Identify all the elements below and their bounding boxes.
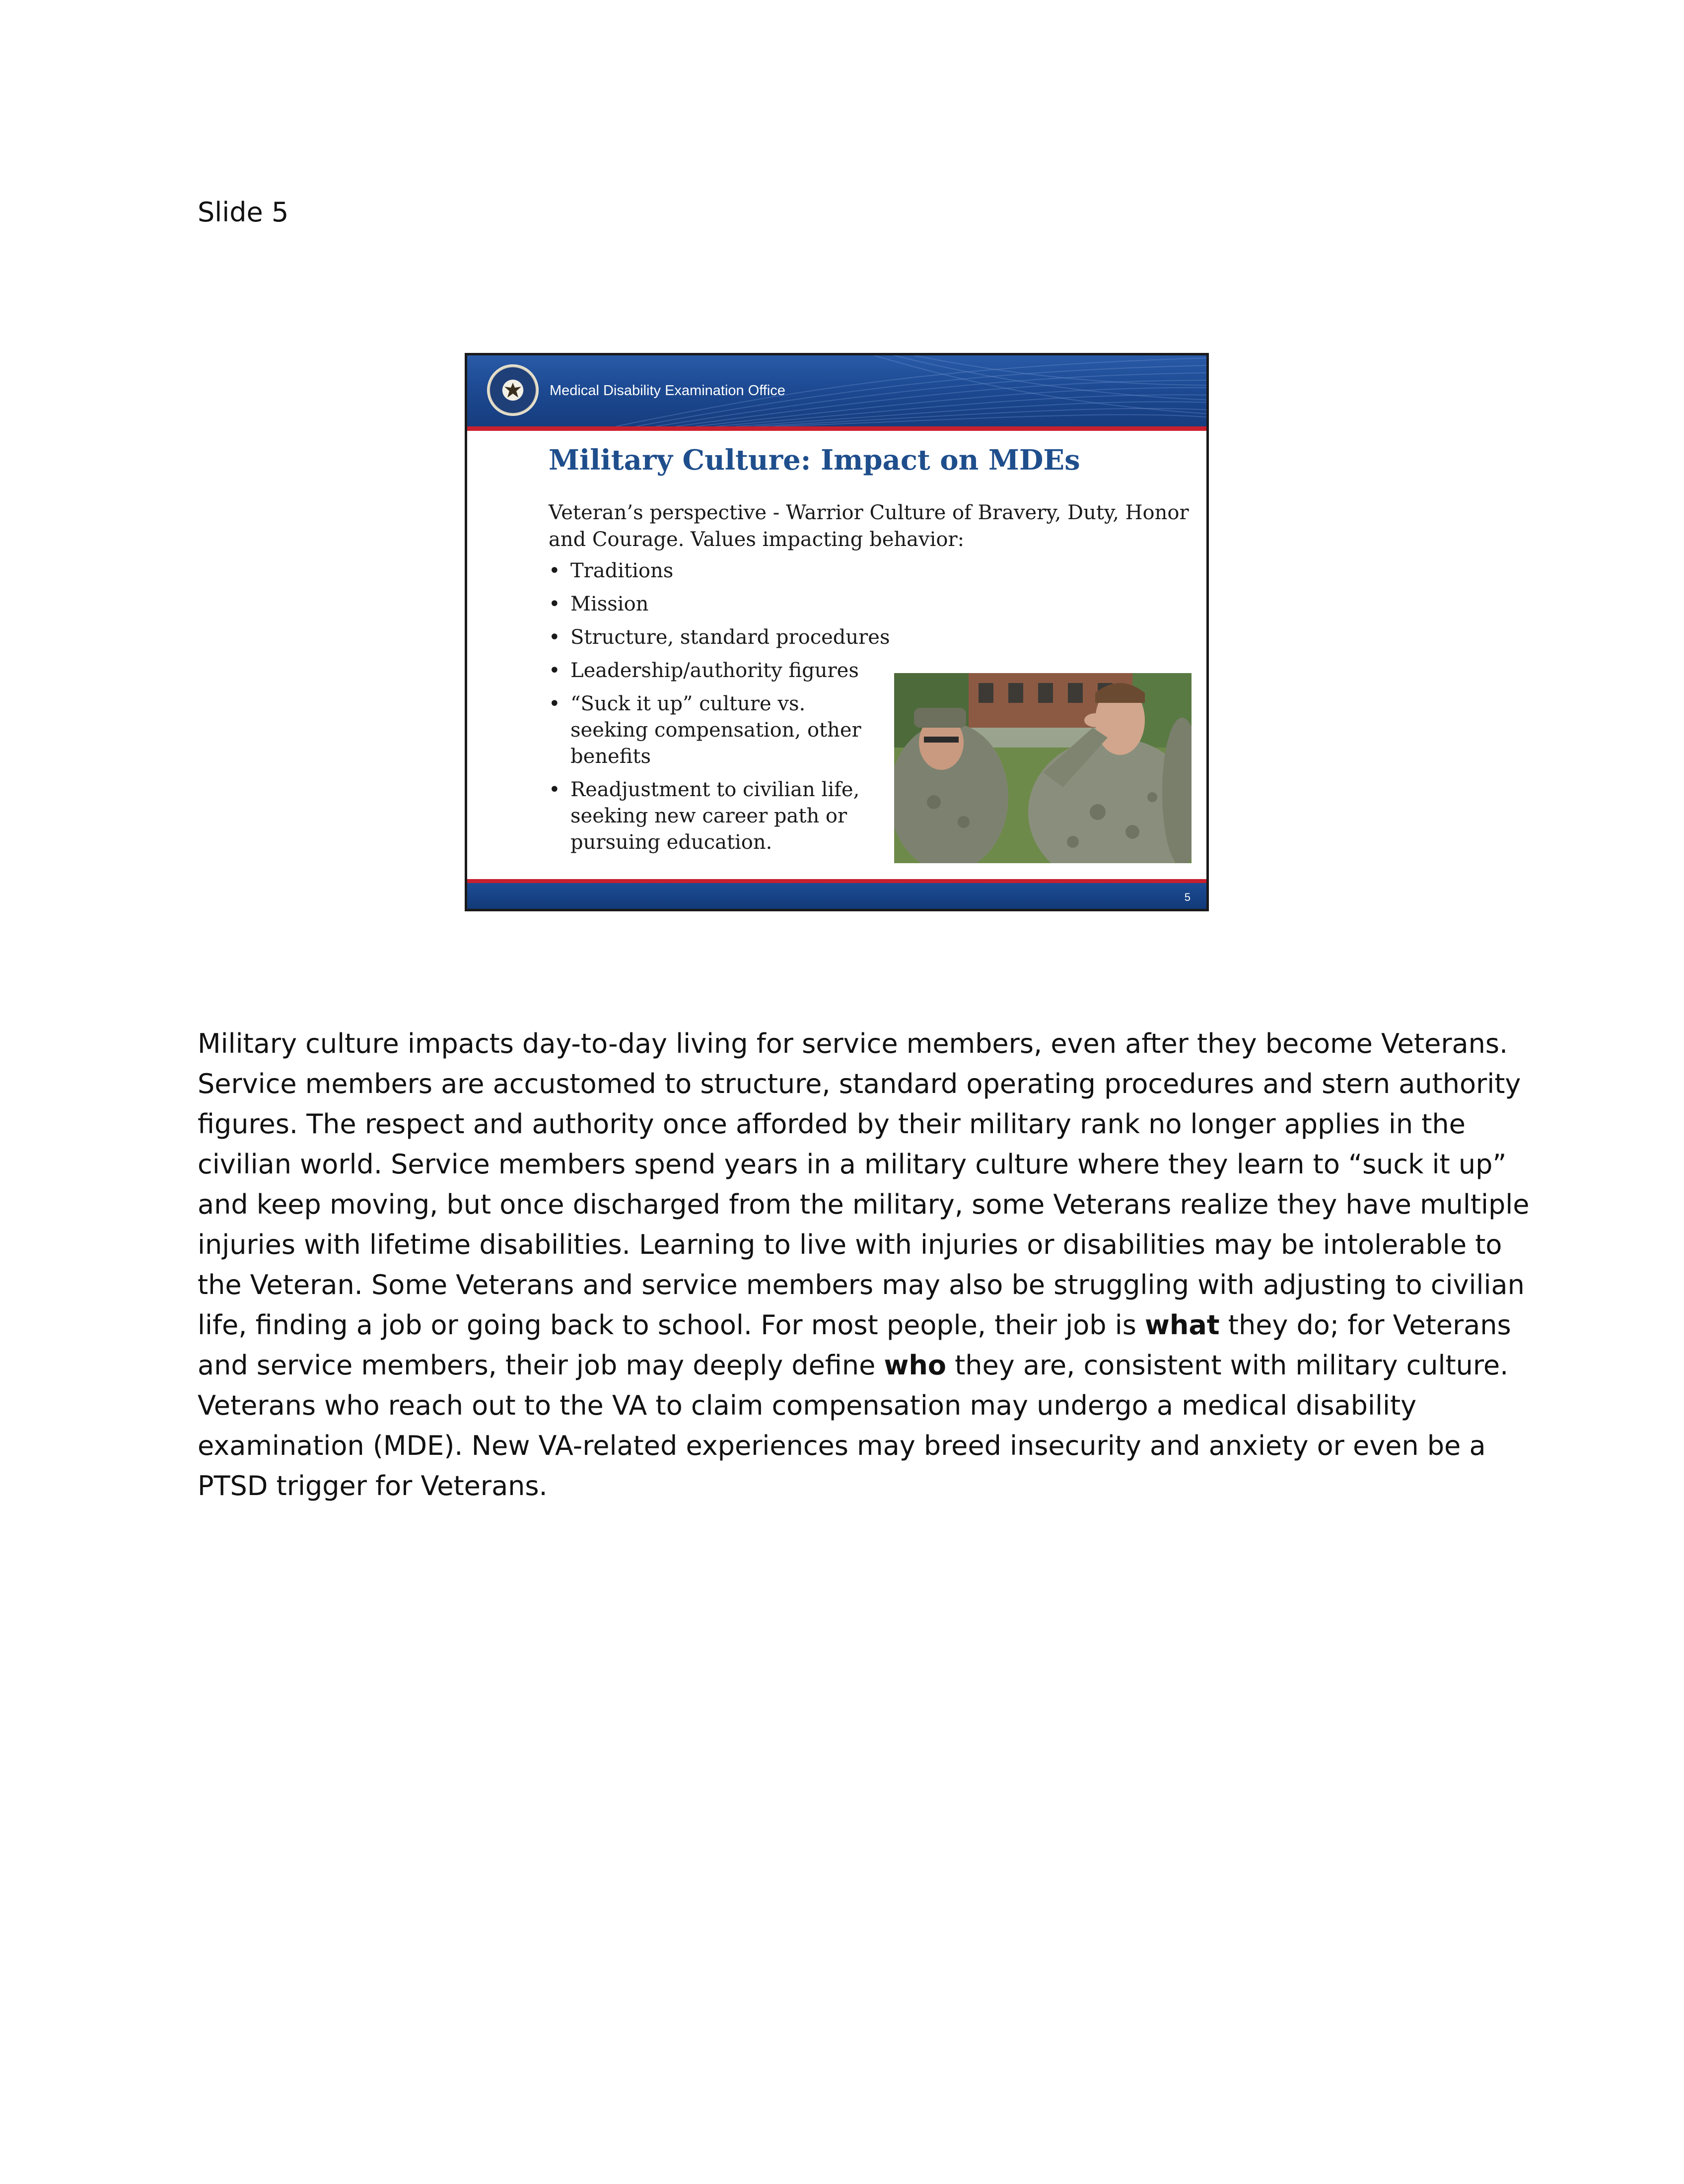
va-seal-icon [487,364,539,416]
bullet-text: Readjustment to civilian life, seeking new career path or pursuing education. [570,778,860,854]
header-red-stripe [467,426,1206,431]
slide-footer [467,883,1206,909]
slide-title: Military Culture: Impact on MDEs [549,444,1080,477]
bullet-icon: • [549,593,561,615]
list-item [549,777,878,856]
notes-text: Military culture impacts day-to-day living for service members, even after they become Veterans. Service members are accustomed to structure, standard operating procedures and stern authority figures. The respect and authority once afforded by their military rank no longer applies in the civilian world. Service members spend years in a military culture where they learn to “suck it up” and keep moving, but once discharged from the military, some Veterans realize they have multiple injuries with lifetime disabilities. Learning to live with injuries or disabilities may be intolerable to the Veteran. Some Veterans and service members may also be struggling with adjusting to civilian life, finding a job or going back to school. For most people, their job is [198,1028,1530,1341]
slide-label: Slide 5 [198,197,289,228]
bullet-icon: • [549,692,561,715]
notes-bold-text: what [1145,1309,1220,1341]
bullet-icon: • [549,626,561,649]
bullet-icon: • [549,659,561,682]
slide-thumbnail [465,353,1209,911]
photo-illustration [894,673,1192,863]
list-item [549,624,908,651]
bullet-icon: • [549,559,561,582]
bullet-text: Traditions [570,559,674,582]
notes-text: they are, consistent with military culture. Veterans who reach out to the VA to claim compensation may undergo a medical disability examination (MDE). New VA-related experiences may breed insecurity and anxiety or even be a PTSD trigger for Veterans. [198,1350,1509,1502]
bullet-text: “Suck it up” culture vs. seeking compensation, other benefits [570,692,861,768]
bullet-text: Structure, standard procedures [570,626,890,649]
bullet-list [549,558,908,863]
slide-intro-text: Veteran’s perspective - Warrior Culture of Bravery, Duty, Honor and Courage. Values impacting behavior: [549,501,1189,551]
saluting-soldiers-photo [894,673,1192,863]
bullet-text: Leadership/authority figures [570,659,859,682]
notes-paragraph [198,1024,1538,1506]
slide-header-banner [467,355,1206,426]
bullet-text: Mission [570,593,649,615]
speaker-notes [198,1024,1538,1506]
list-item [549,658,908,684]
slide-page-number: 5 [1184,891,1191,903]
list-item [549,591,908,617]
office-name: Medical Disability Examination Office [550,383,785,399]
list-item [549,691,878,770]
bullet-icon: • [549,778,561,801]
footer-red-stripe [467,879,1206,883]
notes-bold-text: who [884,1350,946,1381]
eagle-icon [503,381,522,400]
list-item [549,558,908,584]
notes-text: they do; for Veterans and service members, their job may deeply define [198,1309,1511,1381]
